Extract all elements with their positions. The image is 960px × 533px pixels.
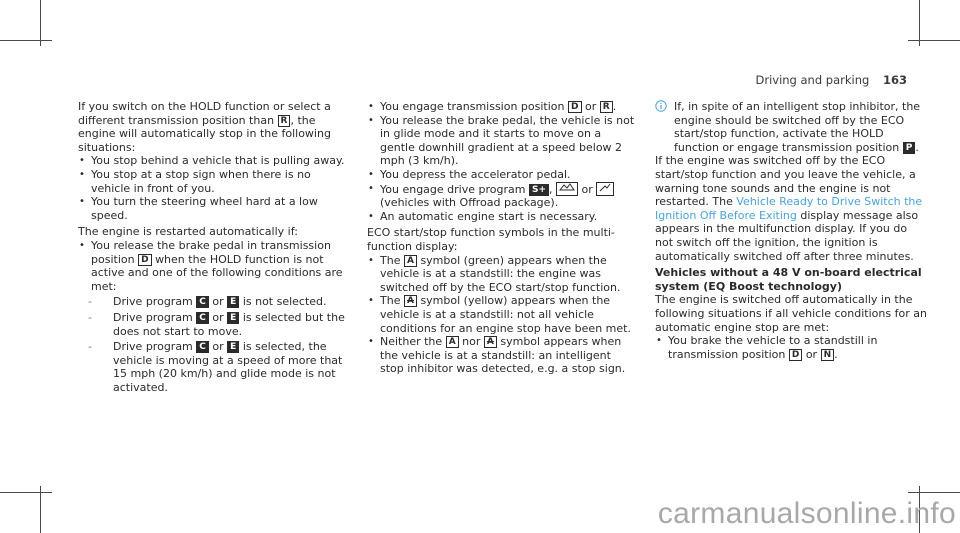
- stop-situations-list: [78, 154, 350, 222]
- drive-program-s-plus-key: S+: [529, 184, 549, 196]
- list-item: • You brake the vehicle to a standstill in transmission position D or N .: [655, 334, 927, 361]
- list-item: • The A symbol (green) appears when the vehicle is at a standstill: the engine was switched off by the ECO start/stop function.: [367, 254, 637, 295]
- transmission-r-key: R: [600, 101, 613, 113]
- list-item: • You engage transmission position D or R .: [367, 100, 637, 114]
- list-item: • You turn the steering wheel hard at a low speed.: [78, 195, 350, 222]
- auto-stop-list: [655, 334, 927, 361]
- page-number: 163: [882, 73, 907, 87]
- section-title: Driving and parking: [755, 73, 870, 87]
- eco-green-icon: A: [404, 255, 417, 267]
- offroad-icon: [556, 182, 578, 196]
- eco-green-icon: A: [446, 336, 459, 348]
- sub-list-item: - Drive program C or E is not selected.: [88, 295, 327, 309]
- list-item: • You release the brake pedal in transmission position D when the HOLD function is not active and one of the following conditions are met:: [78, 239, 350, 293]
- column-right: [655, 100, 927, 361]
- eco-symbols-intro: ECO start/stop function symbols in the multi-function display:: [367, 226, 615, 253]
- info-icon: [655, 100, 667, 116]
- eco-symbols-list: [367, 254, 637, 376]
- sub-list-item: - Drive program C or E is selected but the does not start to move.: [88, 310, 345, 338]
- intro-paragraph: If you switch on the HOLD function or select a different transmission position than R , the engine will automatically stop in the following situations:: [78, 100, 331, 154]
- drive-program-e-key: E: [227, 341, 239, 353]
- eco-yellow-icon: A: [404, 295, 417, 307]
- eco-yellow-icon: A: [484, 336, 497, 348]
- list-item: • You release the brake pedal, the vehicle is not in glide mode and it starts to move on a gentle downhill gradient at a speed below 2 mph (3 km/h).: [367, 114, 637, 168]
- section-heading: Vehicles without a 48 V on-board electrical system (EQ Boost technology): [655, 266, 922, 293]
- list-item: • The A symbol (yellow) appears when the vehicle is at a standstill: not all vehicle conditions for an engine stop have been met.: [367, 294, 637, 335]
- watermark: carmanualsonline.info: [657, 497, 956, 530]
- drive-program-e-key: E: [227, 312, 239, 324]
- drive-program-c-key: C: [196, 341, 209, 353]
- crop-mark: [908, 40, 960, 41]
- sub-list-item: - Drive program C or E is selected, the vehicle is moving at a speed of more that 15 mph (20 km/h) and glide mode is not activated.: [88, 340, 343, 394]
- warning-paragraph: If the engine was switched off by the ECO start/stop function and you leave the vehicle, a warning tone sounds and the engine is not restarted. The Vehicle Ready to Drive Switch the Ignition Off Before Exiting display message also appears in the multifunction display. If you do not switch off the ignition, the ignition is automatically switched off after three minutes.: [655, 154, 923, 263]
- list-item: • An automatic engine start is necessary.: [367, 210, 637, 224]
- column-left: [78, 100, 350, 394]
- list-item: • You stop at a stop sign when there is no vehicle in front of you.: [78, 168, 350, 195]
- list-item: • You engage drive program S+ , or (vehicles with Offroad package).: [367, 182, 637, 210]
- column-middle: [367, 100, 637, 376]
- transmission-d-key: D: [568, 101, 581, 113]
- crop-mark: [0, 40, 52, 41]
- crop-mark: [0, 492, 52, 493]
- restart-intro: The engine is restarted automatically if:: [78, 225, 298, 239]
- page-header: [755, 73, 907, 87]
- offroad-plus-icon: [596, 182, 614, 196]
- crop-mark: [908, 492, 960, 493]
- list-item: • You depress the accelerator pedal.: [367, 168, 637, 182]
- crop-mark: [40, 486, 41, 533]
- transmission-d-key: D: [138, 254, 151, 266]
- drive-program-e-key: E: [227, 296, 239, 308]
- transmission-p-key: P: [903, 142, 916, 154]
- transmission-d-key: D: [789, 349, 802, 361]
- list-item: • Neither the A nor A symbol appears when the vehicle is at a standstill: an intelligent stop inhibitor was detected, e.g. a stop sign.: [367, 335, 637, 376]
- drive-program-c-key: C: [196, 296, 209, 308]
- info-note: If, in spite of an intelligent stop inhibitor, the engine should be switched off by the ECO start/stop function, activate the HOLD function or engage transmission position P .: [655, 100, 927, 154]
- list-item: • You stop behind a vehicle that is pulling away.: [78, 154, 350, 168]
- display-message-link[interactable]: Vehicle Ready to Drive Switch the Ignition Off Before Exiting: [655, 195, 923, 222]
- transmission-n-key: N: [821, 349, 835, 361]
- drive-program-c-key: C: [196, 312, 209, 324]
- transmission-r-key: R: [278, 115, 291, 127]
- restart-list: [78, 239, 350, 293]
- auto-stop-paragraph: The engine is switched off automatically in the following situations if all vehicle conditions for an automatic engine stop are met:: [655, 293, 927, 334]
- restart-conditions-list: [367, 100, 637, 223]
